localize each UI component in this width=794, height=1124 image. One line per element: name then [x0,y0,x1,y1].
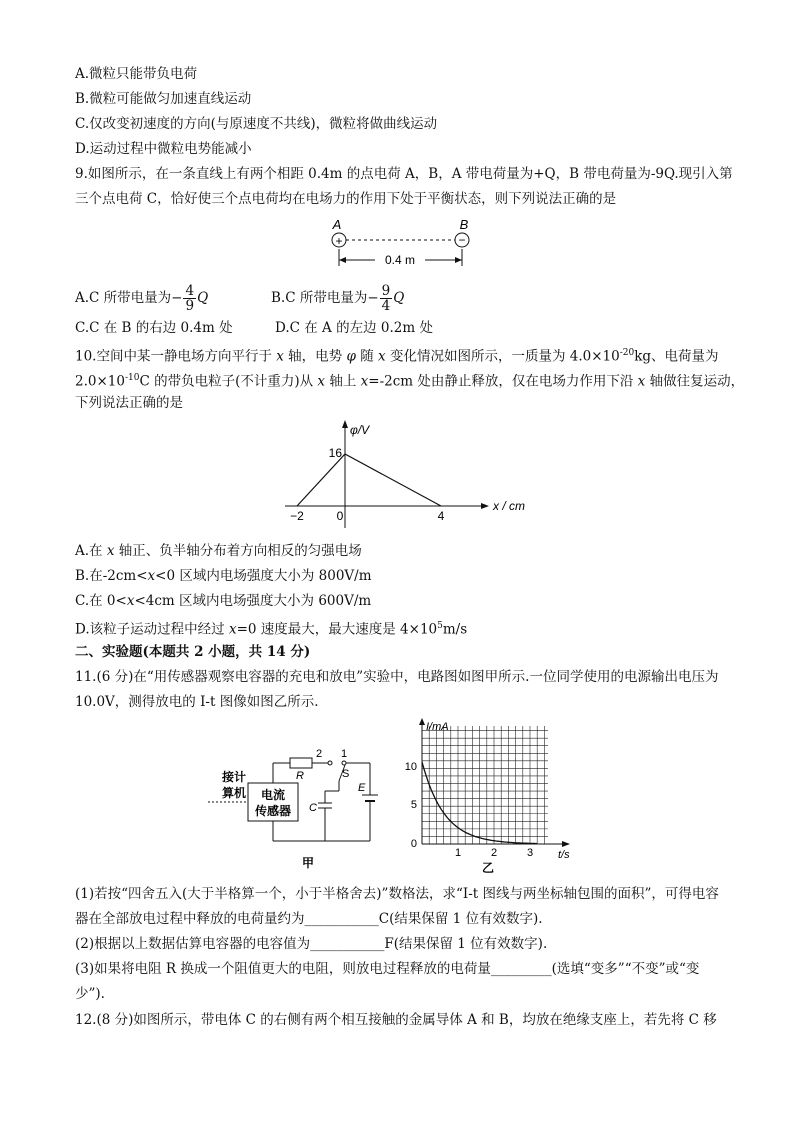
minus-sign: − [458,233,466,247]
plus-sign: + [335,234,343,248]
exponent: 5 [437,621,443,631]
text: <4cm 区域内电场强度大小为 600V/m [134,593,372,609]
distance-label: 0.4 m [384,253,416,267]
text: 轴上 [325,373,361,390]
q-symbol: Q [393,290,405,306]
q10-option-b [75,566,372,586]
graph-y-tick-0: 0 [410,838,417,850]
q10-option-c [75,591,371,611]
x-tick-0: 0 [336,509,344,523]
q-symbol: Q [197,290,209,306]
q10-stem-line2 [75,368,744,392]
charge-a-label: A [332,217,342,232]
exponent: -20 [619,348,635,358]
graph-y-tick-5: 5 [410,799,417,811]
q9-stem-line2: 三个点电荷 C，恰好使三个点电荷均在电场力的作用下处于平衡状态，则下列说法正确的是 [75,191,617,207]
q10-stem-line3: 下列说法正确的是 [75,395,183,411]
var-x: x [106,543,115,559]
charge-b-label: B [459,217,469,232]
dim-arrow-left [339,257,346,263]
computer-label-2: 算机 [222,786,247,800]
q9-option-b [271,284,404,313]
text: kg、电荷量为 [634,348,719,365]
text: A.在 [75,543,107,559]
q8-option-a: A.微粒只能带负电荷 [75,66,198,82]
graph-x-tick-2: 2 [490,847,498,859]
figure-caption-jia: 甲 [301,856,315,870]
q8-option-d: D.运动过程中微粒电势能减小 [75,141,252,157]
text: C 的带负电粒子(不计重力)从 [139,373,318,390]
terminal-2-label: 2 [316,748,323,760]
section-heading: 二、实验题(本题共 2 小题，共 14 分) [75,644,311,660]
sensor-label-1: 电流 [260,788,286,802]
terminal-1 [342,761,346,765]
i-t-graph [400,716,580,876]
text: =-2cm 处由静止释放，仅在电场力作用下沿 [368,373,638,390]
q8-option-c: C.仅改变初速度的方向(与原速度不共线)，微粒将做曲线运动 [75,116,438,132]
q11-stem-line2: 10.0V，测得放电的 I-t 图像如图乙所示. [75,694,319,710]
text: 2.0×10 [75,373,125,390]
q11-part1-line1: (1)若按“四舍五入(大于半格算一个，小于半格舍去)”数格法，求“I-t 图线与两坐标轴包围的面积”，可得电容 [75,886,719,902]
q9-option-a [75,284,208,313]
graph-y-tick-10: 10 [404,761,417,773]
text: 10.空间中某一静电场方向平行于 [75,348,277,365]
numerator: 9 [381,283,391,299]
text: 变化情况如图所示，一质量为 4.0×10 [385,348,620,365]
x-axis-arrow [481,503,489,509]
q12-stem-line1: 12.(8 分)如图所示，带电体 C 的右侧有两个相互接触的金属导体 A 和 B，均放在绝缘支座上，若先将 C 移 [75,1012,717,1028]
q11-part3-line2: 少”). [75,986,105,1002]
q9-stem-line1: 9.如图所示，在一条直线上有两个相距 0.4m 的点电荷 A，B，A 带电荷量为+Q，B 带电荷量为-9Q.现引入第 [75,166,733,182]
denominator: 9 [185,298,195,314]
q9-option-b-text: B.C 所带电量为− [271,290,379,306]
resistor-label: R [296,770,304,782]
resistor-r [290,758,312,768]
circuit-diagram [208,745,388,875]
sensor-label-2: 传感器 [254,804,292,818]
q9-option-d: D.C 在 A 的左边 0.2m 处 [275,320,433,336]
terminal-1-label: 1 [341,748,348,760]
q9-option-a-text: A.C 所带电量为− [75,290,183,306]
phi-series-line [297,454,441,506]
var-x: x [317,373,326,390]
x-axis-label: x / cm [493,499,525,513]
q10-option-a [75,541,362,561]
x-axis-arrow [562,841,570,847]
capacitor-label: C [309,802,317,814]
text: 轴做往复运动， [645,373,745,390]
text: B.在-2cm< [75,568,148,584]
graph-y-label: I/mA [426,721,449,733]
x-tick-neg2: −2 [290,509,304,523]
numerator: 4 [185,283,195,299]
q9-option-a-fraction [183,284,196,313]
text: 轴正、负半轴分布着方向相反的匀强电场 [114,543,362,559]
text: m/s [442,621,468,638]
graph-x-tick-3: 3 [526,847,534,859]
var-x: x [637,373,646,390]
q11-part1-line2: 器在全部放电过程中释放的电荷量约为___________C(结果保留 1 位有效数字). [75,911,543,927]
var-x: x [147,568,156,584]
text: 轴，电势 [283,348,347,365]
terminal-2 [328,761,332,765]
var-x: x [378,348,386,365]
q9-charges-figure [325,216,480,271]
graph-x-tick-1: 1 [454,847,462,859]
var-x: x [228,621,237,638]
q8-option-b: B.微粒可能做匀加速直线运动 [75,91,252,107]
y-tick-16: 16 [328,446,342,460]
switch-label: S [342,768,350,780]
text: D.该粒子运动过程中经过 [75,621,229,638]
var-x: x [276,348,284,365]
y-axis-arrow [342,420,348,428]
y-axis-label: φ/V [350,423,370,437]
exponent: -10 [124,373,140,383]
q9-option-c: C.C 在 B 的右边 0.4m 处 [75,320,233,336]
graph-x-label: t/s [558,849,570,861]
q10-option-d [75,616,467,640]
text: =0 速度最大，最大速度是 4×10 [236,621,438,638]
q11-stem-line1: 11.(6 分)在“用传感器观察电容器的充电和放电”实验中，电路图如图甲所示.一位同学使用的电源输出电压为 [75,669,719,685]
var-x: x [360,373,369,390]
y-axis-arrow [419,718,425,725]
figure-caption-yi: 乙 [481,861,495,875]
battery-label: E [358,782,366,794]
q11-part3-line1: (3)如果将电阻 R 换成一个阻值更大的电阻，则放电过程释放的电荷量_________(选填“变多”“不变”或“变 [75,961,700,977]
text: <0 区域内电场强度大小为 800V/m [155,568,372,584]
grid [422,726,548,844]
computer-label-1: 接计 [222,770,247,784]
q9-option-b-fraction [380,284,393,313]
denominator: 4 [381,298,391,314]
q10-stem-line1 [75,343,719,367]
text: 随 [355,348,379,365]
var-x: x [126,593,135,609]
x-tick-4: 4 [437,509,445,523]
dim-arrow-right [455,257,462,263]
text: C.在 0< [75,593,127,609]
q11-part2: (2)根据以上数据估算电容器的电容值为___________F(结果保留 1 位有效数字). [75,936,548,952]
var-phi: φ [346,348,356,365]
phi-x-chart [285,418,530,530]
